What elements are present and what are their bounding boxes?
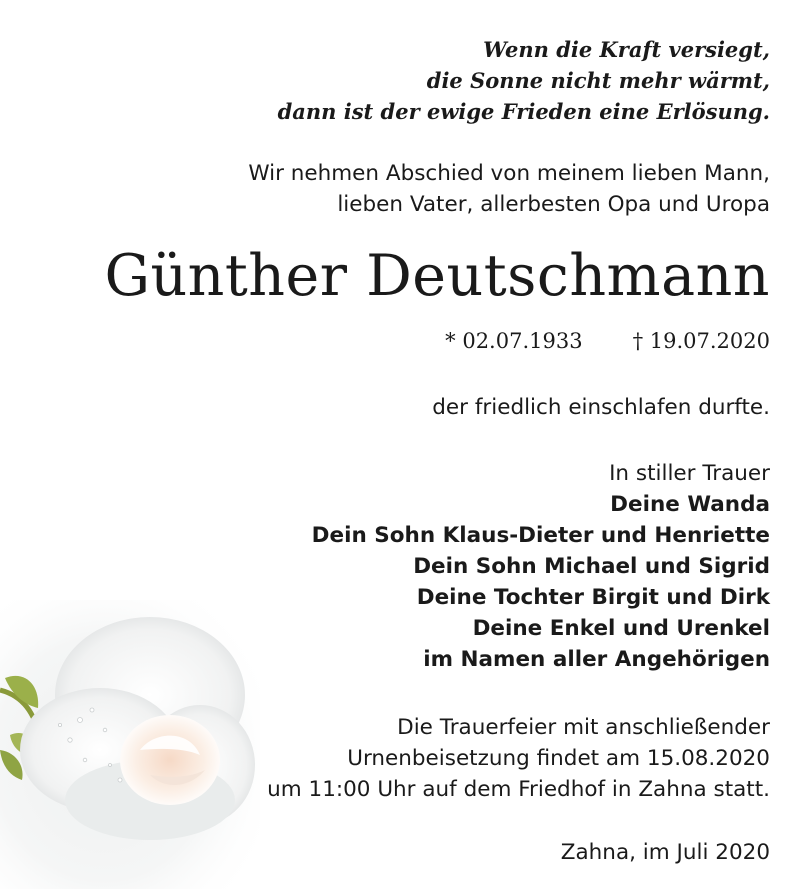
poem <box>278 34 770 127</box>
ceremony-line: um 11:00 Uhr auf dem Friedhof in Zahna statt. <box>267 777 770 802</box>
mourner-line: Deine Enkel und Urenkel <box>472 616 770 641</box>
ceremony-line: Urnenbeisetzung findet am 15.08.2020 <box>347 746 770 771</box>
ceremony-info <box>267 712 770 805</box>
mourner-line: Deine Tochter Birgit und Dirk <box>416 585 770 610</box>
intro-line: lieben Vater, allerbesten Opa und Uropa <box>337 192 770 217</box>
poem-line: Wenn die Kraft versiegt, <box>483 37 770 62</box>
life-dates <box>445 326 770 356</box>
mourners-heading: In stiller Trauer <box>609 461 770 486</box>
deceased-name: Günther Deutschmann <box>104 243 770 309</box>
mourner-line: Deine Wanda <box>610 492 770 517</box>
death-date: † 19.07.2020 <box>632 329 770 353</box>
poem-line: dann ist der ewige Frieden eine Erlösung. <box>277 99 770 124</box>
intro-line: Wir nehmen Abschied von meinem lieben Mann, <box>248 161 770 186</box>
poem-line: die Sonne nicht mehr wärmt, <box>426 68 770 93</box>
ceremony-line: Die Trauerfeier mit anschließender <box>397 715 770 740</box>
place-date: Zahna, im Juli 2020 <box>560 840 770 865</box>
white-rose-image <box>0 600 260 889</box>
mourner-line: Dein Sohn Michael und Sigrid <box>413 554 770 579</box>
birth-date: * 02.07.1933 <box>445 329 583 353</box>
mourners <box>312 458 770 675</box>
mourner-line: Dein Sohn Klaus-Dieter und Henriette <box>311 523 770 548</box>
intro-text <box>248 158 770 220</box>
statement: der friedlich einschlafen durfte. <box>432 395 770 420</box>
mourner-line: im Namen aller Angehörigen <box>423 647 770 672</box>
